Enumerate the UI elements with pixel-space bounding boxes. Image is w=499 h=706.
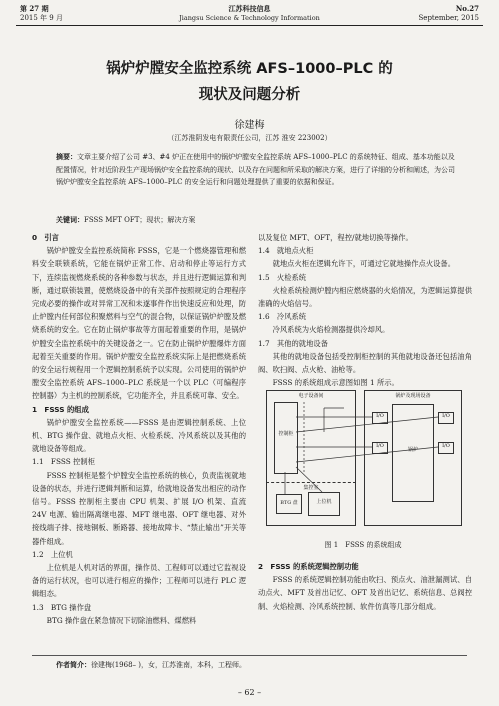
paragraph: FSSS 控制柜是整个炉膛安全监控系统的核心，负责监视就地设备的状态，并进行逻辑判断和运算，给就地设备发出相应的动作信号。FSSS 控制柜主要由 CPU 机架、扩展 I/O 机架、直流 24V 电源、输出隔离继电器、MFT 继电器、OFT 继电器、对外接线端子排、接地铜板、断路器、接地故障卡、“禁止输出”开关等器件组成。 — [32, 470, 246, 546]
btg-panel-label: BTG 盘 — [280, 500, 298, 506]
keywords-text: FSSS MFT OFT；现状；解决方案 — [84, 216, 196, 224]
control-cabinet-label: 控制柜 — [278, 431, 294, 437]
subsection-heading: 1.4 就地点火柜 — [258, 246, 314, 256]
section-heading: 0 引言 — [32, 233, 59, 242]
header-journal-en: Jiangsu Science & Technology Information — [179, 14, 320, 22]
figure-connector-lines — [264, 372, 462, 532]
io-label: I/O — [442, 413, 450, 419]
figure-1 — [264, 372, 462, 554]
upper-machine-label: 上位机 — [316, 499, 332, 505]
left-column — [32, 231, 246, 627]
author-bio-label: 作者简介： — [56, 661, 91, 669]
paragraph: 冷风系统为火焰检测器提供冷却风。 — [272, 325, 390, 335]
header-issue-en: No.27 — [455, 4, 479, 13]
io-label: I/O — [376, 443, 384, 449]
subsection-heading: 1.3 BTG 操作盘 — [32, 602, 92, 612]
section-heading: 1 FSSS 的组成 — [32, 404, 89, 414]
subsection-heading: 1.5 火检系统 — [258, 272, 307, 282]
figure-caption: 图 1 FSSS 的系统组成 — [324, 541, 402, 549]
subsection-heading: 1.7 其他的就地设备 — [258, 338, 328, 348]
keywords-label: 关键词： — [56, 216, 84, 224]
paragraph: 其他的就地设备包括受控制柜控制的其他就地设备还包括油角阀、吹扫阀、点火枪、油枪等。 — [258, 351, 472, 375]
header-rule — [16, 25, 483, 26]
subsection-heading: 1.1 FSSS 控制柜 — [32, 457, 95, 467]
keywords — [56, 214, 458, 227]
footer-rule — [32, 655, 467, 656]
abstract-label: 摘要： — [56, 153, 77, 161]
paragraph: 就地点火柜在逻辑允许下，可通过它就地操作点火设备。 — [272, 259, 456, 269]
right-column-bottom — [258, 560, 472, 613]
abstract — [56, 151, 458, 189]
io-label: I/O — [442, 443, 450, 449]
io-label: I/O — [376, 413, 384, 419]
abstract-text: 文章主要介绍了公司 #3、#4 炉正在使用中的锅炉炉膛安全监控系统 AFS–1000–PLC 的系统特征、组成、基本功能以及配置情况，针对近阶段生产现场锅炉安全监控系统的现状、以及存在问题和所采取的解决方案，进行了详细的分析和阐述，为公司锅炉炉膛安全监控系统 AFS–1000–PLC 的安全运行和问题处理提供了重要的依据和保证。 — [56, 153, 455, 187]
header-date: 2015 年 9 月 — [20, 14, 63, 22]
paragraph: BTG 操作盘在紧急情况下切除油燃料、煤燃料 — [46, 615, 197, 625]
paragraph: 火检系统检测炉膛内相应燃烧器的火焰情况，为逻辑运算提供准确的火焰信号。 — [258, 285, 472, 309]
page-number: – 62 – — [237, 688, 262, 697]
article-title: 锅炉炉膛安全监控系统 AFS–1000–PLC 的 — [106, 61, 393, 77]
paragraph: 锅炉炉膛安全监控系统——FSSS 是由逻辑控制系统、上位机、BTG 操作盘、就地点火柜、火检系统、冷风系统以及其他的就地设备等组成。 — [32, 417, 246, 454]
author-bio — [56, 660, 246, 670]
site-equipment-label: 锅炉及现场设备 — [395, 393, 431, 399]
author-bio-text: 徐建梅(1968– )，女，江苏淮南，本科，工程师。 — [91, 661, 247, 669]
paragraph: 以及复位 MFT、OFT，程控/就地切换等操作。 — [258, 233, 413, 242]
header-issue: 第 27 期 — [20, 4, 49, 13]
paragraph: 锅炉炉膛安全监控系统简称 FSSS，它是一个燃烧器管理和燃料安全联锁系统，它能在锅炉正常工作、启动和停止等运行方式下，连续监视燃烧系统的各种参数与状态，并且进行逻辑运算和判断，通过联锁装置，使燃烧设备中的有关部件按照规定的合理程序完成必要的操作或对异常工况和未遂事件作出快速反应和处理，防止炉膛内任何部位积聚燃料与空气的混合物，以保证锅炉炉膛及燃烧系统的安全。它在防止锅炉事故等方面起着重要的作用，是锅炉炉膛安全监控系统中的关键设备之一。它在防止锅炉炉膛爆炸方面起着至关重要的作用。锅炉炉膛安全监控系统实际上是把燃烧系统的安全运行规程用一个逻辑控制系统予以实现。公司使用的锅炉炉膛安全监控系统 AFS–1000–PLC 系统是一个以 PLC（可编程序控制器）为主机的控制系统，它功能齐全，并且系统可靠、安全。 — [32, 246, 246, 401]
operator-room-label: 集控室 — [303, 485, 319, 491]
right-column — [258, 231, 472, 389]
electronics-room-label: 电子设备间 — [298, 393, 324, 399]
subsection-heading: 1.2 上位机 — [32, 549, 73, 559]
header-date-en: September, 2015 — [418, 14, 479, 22]
section-heading: 2 FSSS 的系统逻辑控制功能 — [258, 562, 359, 571]
article-title-line2: 现状及问题分析 — [198, 87, 301, 103]
paragraph: FSSS 的系统逻辑控制功能由吹扫、预点火、油泄漏测试、自动点火、MFT 及首出记忆、OFT 及首出记忆、系统信息、总阀控制、火焰检测、冷风系统控制、软件仿真等几部分组成。 — [258, 575, 472, 611]
boiler-label: 锅炉 — [407, 447, 418, 453]
paragraph: FSSS 的系统组成示意图如图 1 所示。 — [272, 378, 399, 388]
header-journal-cn: 江苏科技信息 — [228, 4, 271, 13]
author-name: 徐建梅 — [234, 120, 265, 131]
subsection-heading: 1.6 冷风系统 — [258, 312, 307, 322]
author-affiliation: （江苏淮阴发电有限责任公司，江苏 淮安 223002） — [167, 134, 332, 142]
paragraph: 上位机是人机对话的界面，操作员、工程师可以通过它监视设备的运行状况，也可以进行相应的操作；工程师可以进行 PLC 逻辑组态。 — [32, 563, 246, 599]
